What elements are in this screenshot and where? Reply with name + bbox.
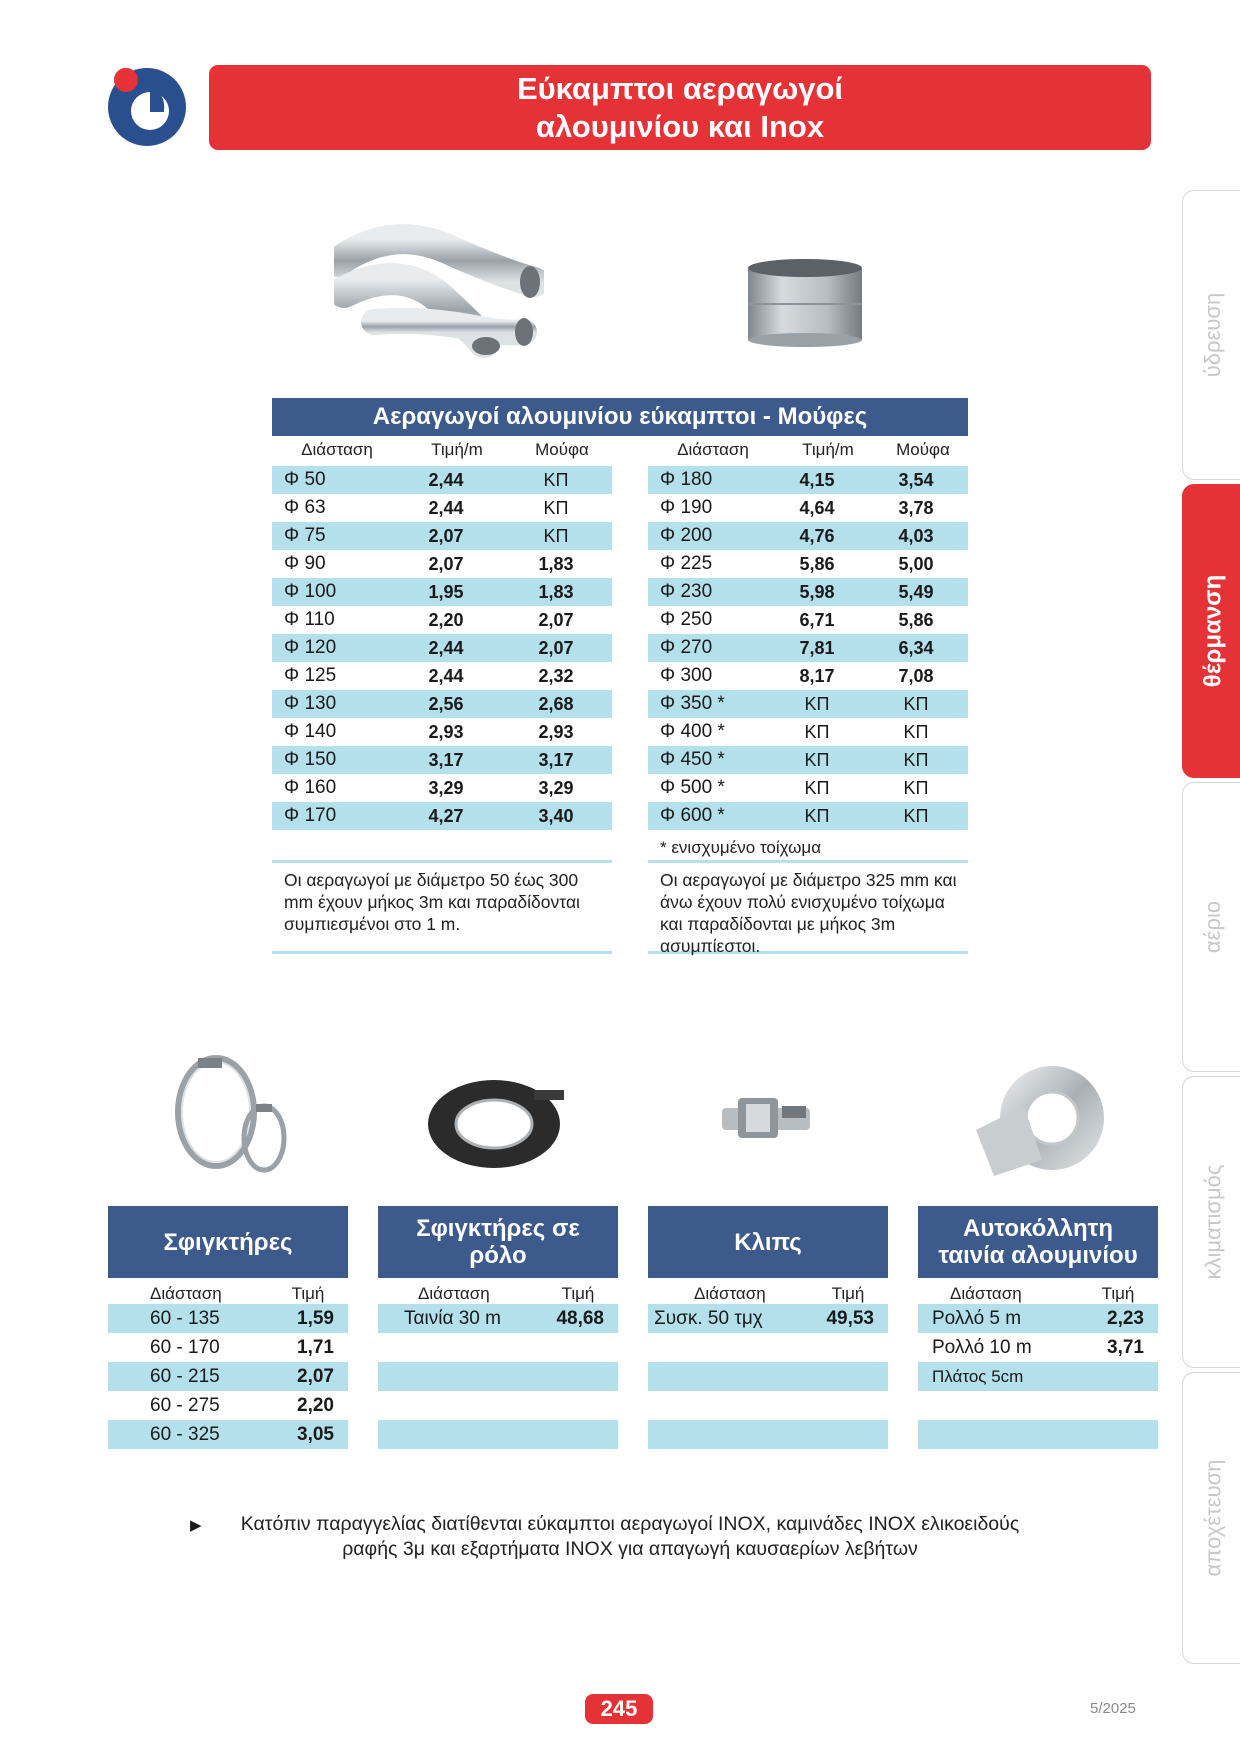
- table-row: [648, 1391, 888, 1420]
- table-row: Ρολλό 5 m 2,23: [918, 1304, 1158, 1333]
- table-row: Συσκ. 50 τμχ 49,53: [648, 1304, 888, 1333]
- table-row: 60 - 135 1,59: [108, 1304, 348, 1333]
- clips-title: Κλιπς: [648, 1206, 888, 1278]
- table-row: 60 - 215 2,07: [108, 1362, 348, 1391]
- table-row: Φ 110 2,20 2,07: [284, 609, 574, 630]
- note-left: Οι αεραγωγοί με διάμετρο 50 έως 300 mm έχουν μήκος 3m και παραδίδονται συμπιεσμένοι στο 1 m.: [272, 860, 612, 954]
- hose-clamp-image: [168, 1050, 294, 1186]
- note-right: Οι αεραγωγοί με διάμετρο 325 mm και άνω έχουν πολύ ενισχυμένο τοίχωμα και παραδίδονται με μήκος 3m ασυμπίεστοι.: [648, 860, 968, 954]
- table-row: Φ 190 4,64 3,78: [660, 497, 934, 518]
- aluminium-tape-title: Αυτοκόλλητη ταινία αλουμινίου: [918, 1206, 1158, 1278]
- company-logo: [106, 62, 188, 148]
- table-row: Φ 230 5,98 5,49: [648, 578, 968, 606]
- table-row: Φ 160 3,29 3,29: [284, 777, 574, 798]
- side-tab-air-conditioning[interactable]: [1182, 1076, 1240, 1368]
- table-row: [378, 1420, 618, 1449]
- table-row: [918, 1420, 1158, 1449]
- table-row: Φ 170 4,27 3,40: [272, 802, 612, 830]
- table-row: Φ 150 3,17 3,17: [272, 746, 612, 774]
- column-header: Μούφα: [535, 440, 589, 459]
- page-number: 245: [585, 1694, 653, 1724]
- column-header: Μούφα: [896, 440, 950, 459]
- aluminium-tape-table: [918, 1206, 1158, 1449]
- side-tab-label: ύδρευση: [1200, 292, 1226, 378]
- table-row: 60 - 325 3,05: [108, 1420, 348, 1449]
- duct-sleeve-image: [744, 256, 866, 348]
- table-header: Διάσταση Τιμή: [950, 1284, 1135, 1303]
- column-header: Τιμή/m: [802, 440, 854, 459]
- table-header: Διάσταση Τιμή: [694, 1284, 865, 1303]
- inox-availability-note: Κατόπιν παραγγελίας διατίθενται εύκαμπτοι αεραγωγοί INOX, καμινάδες INOX ελικοειδούς ραφής 3μ και εξαρτήματα INOX για απαγωγή καυσαερίων λεβήτων: [240, 1513, 1020, 1560]
- table-row: Φ 300 8,17 7,08: [660, 665, 934, 686]
- table-row: Φ 120 2,44 2,07: [272, 634, 612, 662]
- clamps-table: [108, 1206, 348, 1449]
- page-title: [209, 65, 1151, 150]
- duct-table-title: Αεραγωγοί αλουμινίου εύκαμπτοι - Μούφες: [272, 398, 968, 436]
- clamp-roll-table: [378, 1206, 618, 1449]
- table-row: Φ 250 6,71 5,86: [660, 609, 934, 630]
- page-title-line1: Εύκαμπτοι αεραγωγοί: [516, 70, 844, 106]
- table-header: Διάσταση Τιμή: [418, 1284, 595, 1303]
- table-row: Φ 200 4,76 4,03: [648, 522, 968, 550]
- table-row: [378, 1333, 618, 1362]
- side-tab-label: θέρμανση: [1199, 574, 1227, 688]
- table-row: [378, 1362, 618, 1391]
- column-header: Τιμή/m: [431, 440, 483, 459]
- table-row: Φ 100 1,95 1,83: [272, 578, 612, 606]
- table-row: Φ 350 * ΚΠ ΚΠ: [648, 690, 968, 718]
- table-row: [918, 1391, 1158, 1420]
- table-row: Πλάτος 5cm: [918, 1362, 1158, 1391]
- flexible-duct-image: [334, 222, 544, 370]
- side-tab-label: αέριο: [1199, 900, 1225, 954]
- table-row: Φ 63 2,44 ΚΠ: [284, 497, 569, 518]
- duct-table-right-headers: [648, 440, 968, 462]
- table-row: Φ 180 4,15 3,54: [648, 466, 968, 494]
- duct-table-left-headers: [272, 440, 612, 462]
- table-row: Φ 75 2,07 ΚΠ: [272, 522, 612, 550]
- table-row: Φ 600 * ΚΠ ΚΠ: [648, 802, 968, 830]
- table-row: Φ 140 2,93 2,93: [284, 721, 574, 742]
- column-header: Διάσταση: [677, 440, 749, 459]
- duct-table-left: [272, 466, 612, 830]
- side-tab-gas[interactable]: [1182, 782, 1240, 1072]
- table-row: Φ 400 * ΚΠ ΚΠ: [660, 721, 929, 742]
- page-title-line2: αλουμινίου και Inox: [535, 108, 825, 144]
- table-row: Φ 450 * ΚΠ ΚΠ: [648, 746, 968, 774]
- table-row: [648, 1420, 888, 1449]
- clamps-title: Σφιγκτήρες: [108, 1206, 348, 1278]
- clip-image: [716, 1090, 816, 1148]
- reinforced-wall-footnote: * ενισχυμένο τοίχωμα: [660, 838, 822, 857]
- table-row: Φ 50 2,44 ΚΠ: [272, 466, 612, 494]
- duct-table-right: [648, 466, 968, 830]
- clips-table: [648, 1206, 888, 1449]
- clamp-roll-title: Σφιγκτήρες σε ρόλο: [378, 1206, 618, 1278]
- table-row: Φ 225 5,86 5,00: [660, 553, 934, 574]
- side-tab-label: κλιματισμός: [1200, 1164, 1226, 1280]
- table-row: Φ 130 2,56 2,68: [272, 690, 612, 718]
- table-row: [648, 1362, 888, 1391]
- table-row: [378, 1391, 618, 1420]
- clamp-roll-image: [424, 1072, 574, 1172]
- table-row: Ρολλό 10 m 3,71: [932, 1336, 1144, 1358]
- edition-date: 5/2025: [1090, 1700, 1136, 1717]
- side-tab-water[interactable]: [1182, 190, 1240, 480]
- side-tab-label: αποχέτευση: [1200, 1459, 1225, 1577]
- table-row: Φ 125 2,44 2,32: [284, 665, 574, 686]
- table-row: Φ 270 7,81 6,34: [648, 634, 968, 662]
- table-row: 60 - 275 2,20: [150, 1394, 334, 1416]
- table-row: [648, 1333, 888, 1362]
- bullet-arrow-icon: ▶: [190, 1517, 202, 1534]
- table-row: 60 - 170 1,71: [150, 1336, 334, 1358]
- side-tab-drainage[interactable]: [1182, 1372, 1240, 1664]
- table-row: Ταινία 30 m 48,68: [378, 1304, 618, 1333]
- aluminium-tape-image: [972, 1056, 1108, 1186]
- column-header: Διάσταση: [301, 440, 373, 459]
- table-row: Φ 90 2,07 1,83: [284, 553, 574, 574]
- side-tab-heating[interactable]: [1182, 484, 1240, 778]
- table-header: Διάσταση Τιμή: [150, 1284, 325, 1303]
- table-row: Φ 500 * ΚΠ ΚΠ: [660, 777, 929, 798]
